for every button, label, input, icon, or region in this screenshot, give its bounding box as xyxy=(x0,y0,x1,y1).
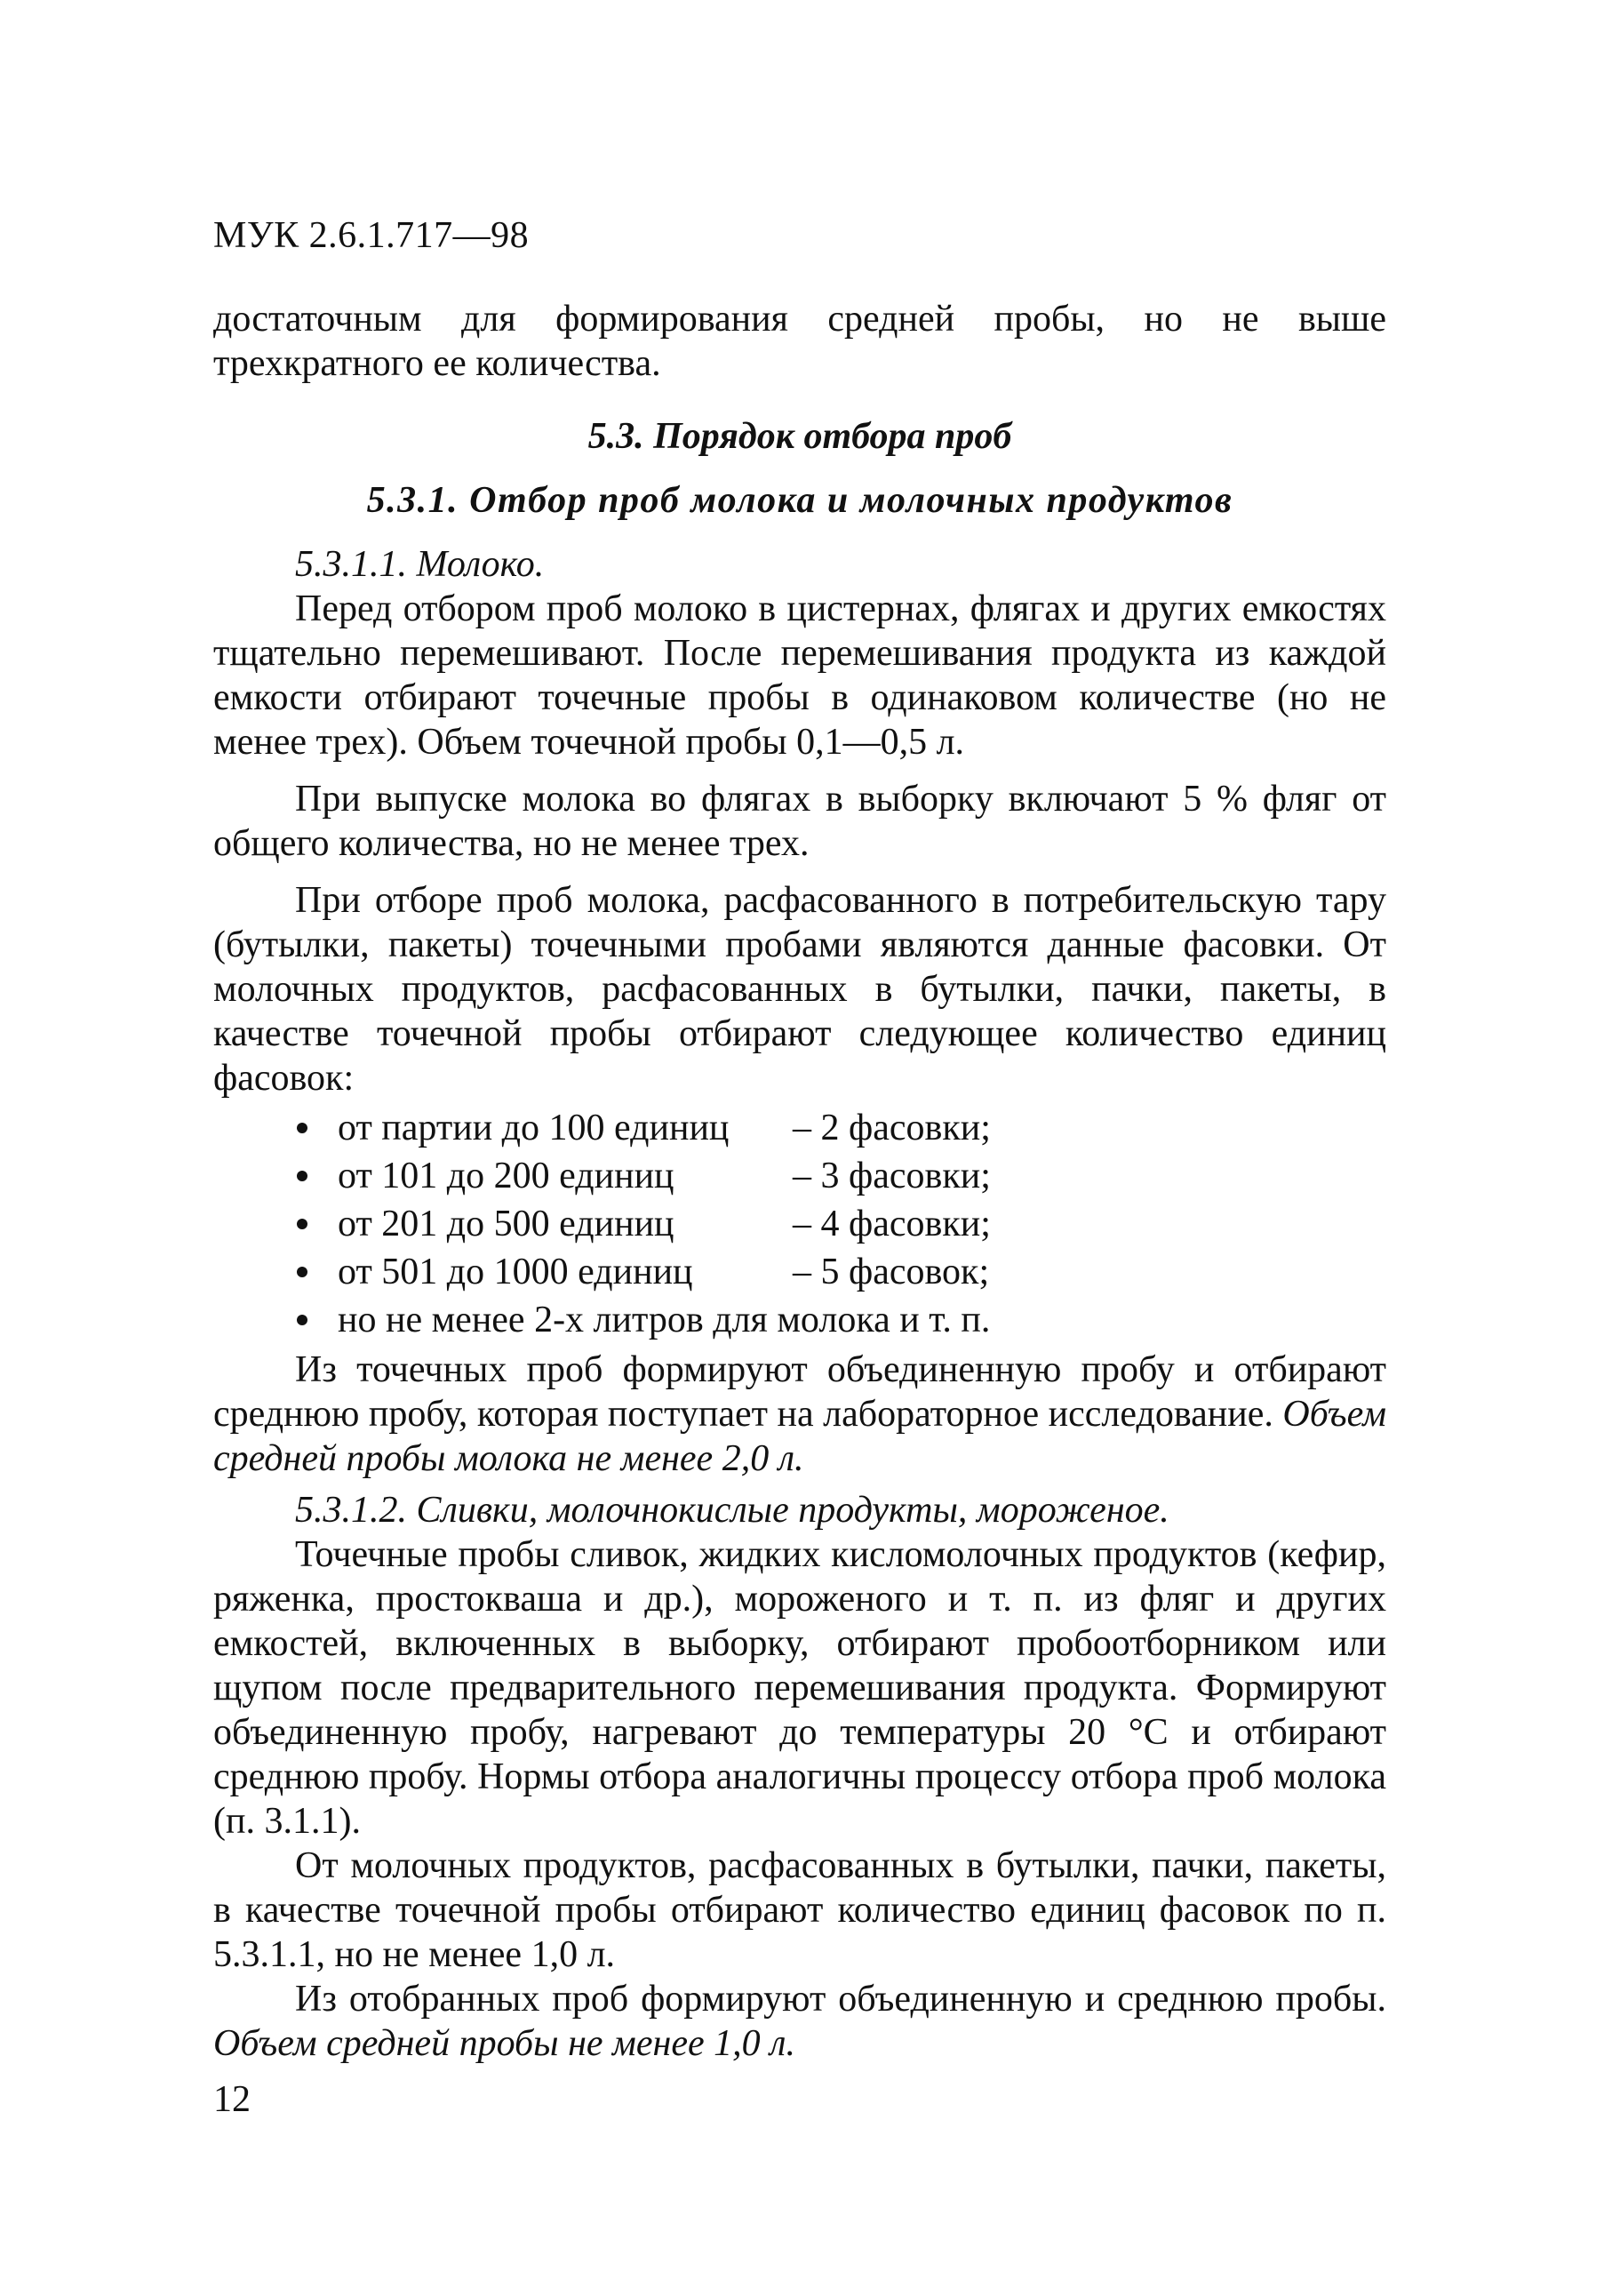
list-item xyxy=(295,1248,1386,1296)
list-item-count: – 3 фасовки; xyxy=(793,1156,991,1196)
document-page xyxy=(213,213,1386,2066)
list-item xyxy=(295,1152,1386,1200)
bullet-icon xyxy=(297,1219,307,1229)
paragraph-milk-flasks: При выпуске молока во флягах в выборку включают 5 % фляг от общего количества, но не менее трех. xyxy=(213,779,1386,864)
emphasized-volume-note: Объем средней пробы молока не менее 2,0 л. xyxy=(213,1394,1386,1479)
list-item-range: от 501 до 1000 единиц xyxy=(338,1252,693,1292)
bullet-icon xyxy=(297,1123,307,1133)
item-heading-cream: 5.3.1.2. Сливки, молочнокислые продукты, мороженое. xyxy=(295,1490,1169,1531)
section-title: 5.3. Порядок отбора проб xyxy=(587,416,1012,457)
packaging-units-list xyxy=(213,1104,1386,1344)
paragraph-text: Из точечных проб формируют объединенную пробу и отбирают среднюю пробу, которая поступает на лабораторное исследование. xyxy=(213,1349,1386,1435)
list-item-count: – 2 фасовки; xyxy=(793,1108,991,1148)
paragraph-milk-average-sample xyxy=(213,1348,1386,1481)
bullet-icon xyxy=(297,1171,307,1181)
emphasized-volume-note: Объем средней пробы не менее 1,0 л. xyxy=(213,2023,795,2064)
list-item-range: от 201 до 500 единиц xyxy=(338,1204,674,1244)
list-item-range: от партии до 100 единиц xyxy=(338,1108,730,1148)
paragraph-cream-average-sample xyxy=(213,1977,1386,2066)
paragraph-cream-packaged: От молочных продуктов, расфасованных в бутылки, пачки, пакеты, в качестве точечной пробы отбирают количество единиц фасовок по п. 5.3.1.1, но не менее 1,0 л. xyxy=(213,1845,1386,1975)
list-item-range: от 101 до 200 единиц xyxy=(338,1156,674,1196)
list-item xyxy=(295,1104,1386,1152)
paragraph-milk-mixing: Перед отбором проб молоко в цистернах, флягах и других емкостях тщательно перемешивают. После перемешивания продукта из каждой емкости отбирают точечные пробы в одинаковом количестве (но не менее трех). Объем точечной пробы 0,1—0,5 л. xyxy=(213,588,1386,763)
list-item-count: – 4 фасовки; xyxy=(793,1204,991,1244)
document-code-header: МУК 2.6.1.717—98 xyxy=(213,215,530,256)
paragraph-text: Из отобранных проб формируют объединенную и среднюю пробы. xyxy=(295,1979,1386,2020)
bullet-icon xyxy=(297,1267,307,1277)
bullet-icon xyxy=(297,1315,307,1325)
page-number: 12 xyxy=(213,2079,251,2120)
item-heading-milk: 5.3.1.1. Молоко. xyxy=(295,544,545,585)
continuation-paragraph: достаточным для формирования средней пробы, но не выше трехкратного ее количества. xyxy=(213,299,1386,384)
subsection-title: 5.3.1. Отбор проб молока и молочных продуктов xyxy=(366,480,1233,521)
list-item xyxy=(295,1296,1386,1344)
paragraph-milk-packaged: При отборе проб молока, расфасованного в потребительскую тару (бутылки, пакеты) точечными пробами являются данные фасовки. От молочных продуктов, расфасованных в бутылки, пачки, пакеты, в качестве точечной пробы отбирают следующее количество единиц фасовок: xyxy=(213,880,1386,1099)
list-item-count: – 5 фасовок; xyxy=(793,1252,990,1292)
paragraph-cream-sampling: Точечные пробы сливок, жидких кисломолочных продуктов (кефир, ряженка, простокваша и др.), мороженого и т. п. из фляг и других емкостей, включенных в выборку, отбирают пробоотборником или щупом после предварительного перемешивания продукта. Формируют объединенную пробу, нагревают до температуры 20 °С и отбирают среднюю пробу. Нормы отбора аналогичны процессу отбора проб молока (п. 3.1.1). xyxy=(213,1534,1386,1842)
list-item-range: но не менее 2-х литров для молока и т. п. xyxy=(338,1300,991,1340)
list-item xyxy=(295,1200,1386,1248)
